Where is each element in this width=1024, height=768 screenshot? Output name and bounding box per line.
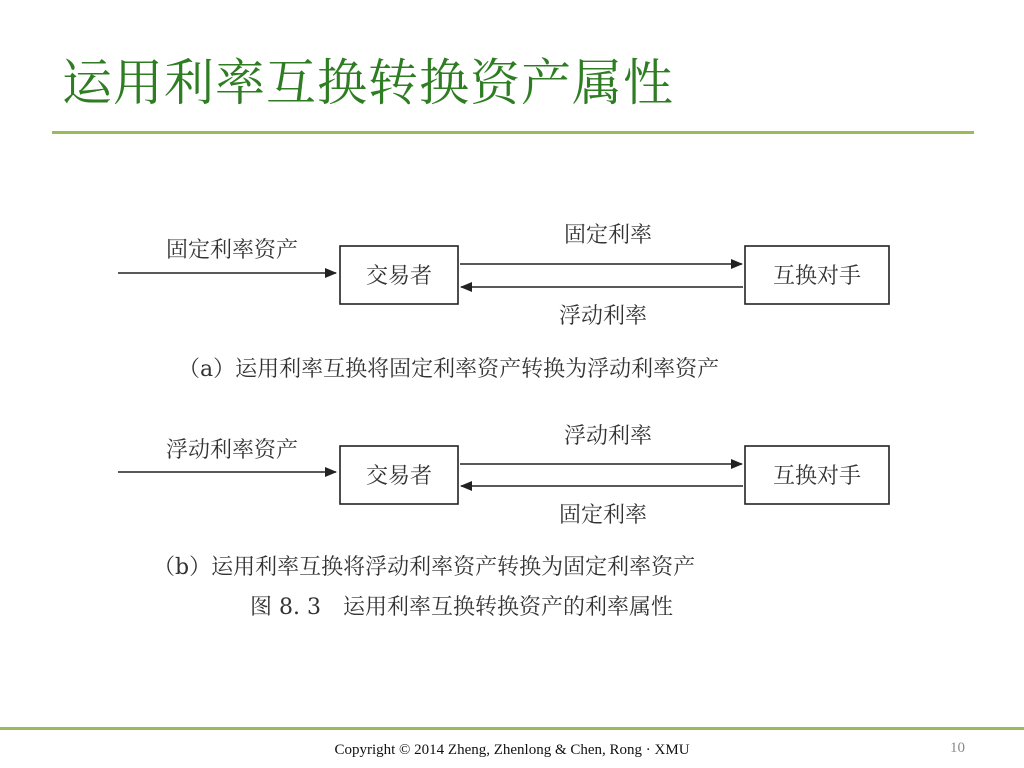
panel-b-input-label: 浮动利率资产 bbox=[166, 438, 299, 463]
panel-b-top-arrow-label: 浮动利率 bbox=[563, 424, 653, 449]
panel-a-caption: （a）运用利率互换将固定利率资产转换为浮动利率资产 bbox=[178, 357, 720, 382]
panel-a-trader-label: 交易者 bbox=[365, 264, 433, 289]
copyright-footer: Copyright © 2014 Zheng, Zhenlong & Chen, Rong · XMU bbox=[334, 742, 690, 758]
slide-title: 运用利率互换转换资产属性 bbox=[62, 54, 674, 112]
footer-rule bbox=[0, 727, 1024, 730]
panel-a-bottom-arrow-label: 浮动利率 bbox=[558, 304, 648, 329]
panel-b-trader-label: 交易者 bbox=[365, 464, 433, 489]
panel-b-bottom-arrow-label: 固定利率 bbox=[558, 503, 648, 528]
panel-a-input-label: 固定利率资产 bbox=[166, 238, 299, 263]
panel-b bbox=[118, 424, 889, 580]
panel-b-caption: （b）运用利率互换将浮动利率资产转换为固定利率资产 bbox=[153, 555, 696, 580]
page-number: 10 bbox=[950, 740, 965, 756]
panel-a-counterparty-label: 互换对手 bbox=[772, 264, 862, 289]
panel-a-top-arrow-label: 固定利率 bbox=[563, 223, 653, 248]
panel-a bbox=[118, 223, 889, 382]
figure-caption: 图 8. 3 运用利率互换转换资产的利率属性 bbox=[250, 595, 673, 620]
panel-b-counterparty-label: 互换对手 bbox=[772, 464, 862, 489]
